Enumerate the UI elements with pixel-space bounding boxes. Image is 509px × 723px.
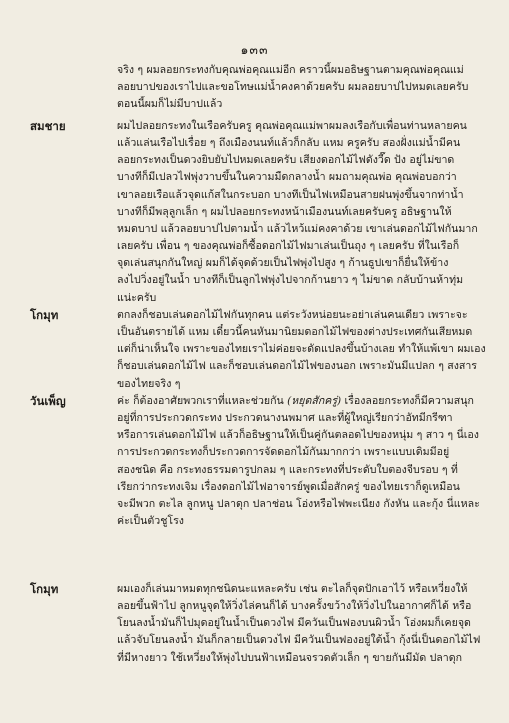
- text-line: โยนลงน้ำมันก็ไปมุดอยู่ในน้ำเป็นดวงไฟ มีควันเป็นฟองบนผิวน้ำ โอ่งผมก็เคยจุด: [117, 617, 471, 630]
- text-line: ลอยกระทงเป็นดวงยิบยับไปหมดเลยครับ เสียงดอกไม้ไฟดังวี๊ด ปัง อยู่ไม่ขาด: [117, 154, 455, 167]
- text-line: หรือการเล่นดอกไม้ไฟ แล้วก็อธิษฐานให้เป็นคู่กันตลอดไปของหนุ่ม ๆ สาว ๆ นี่เอง: [117, 429, 479, 442]
- text-line: ผมไปลอยกระทงในเรือครับครู คุณพ่อคุณแม่พาผมลงเรือกับเพื่อนท่านหลายคน: [117, 120, 467, 132]
- text-line: แน่ะครับ: [117, 291, 157, 304]
- text-line: ตกลงก็ชอบเล่นดอกไม้ไฟกันทุกคน แต่ระวังหน่อยนะอย่าเล่นคนเดียว เพราะจะ: [117, 309, 468, 321]
- text-line: แล้วแล่นเรือไปเรื่อย ๆ ถึงเมืองนนท์แล้วก็กลับ แหม ครูครับ สองฝั่งแม่น้ำมีคน: [117, 137, 461, 150]
- text-line: เรียกว่ากระทงเจิม เรื่องดอกไม้ไฟอาจารย์พูดเมื่อสักครู่ ของไทยเราก็ดูเหมือน: [117, 480, 460, 493]
- text-line: การประกวดกระทงก็ประกวดการจัดดอกไม้กันมากกว่า เพราะแบบเดิมมีอยู่: [117, 446, 450, 459]
- text-line: หมดบาป แล้วลอยบาปไปตามน้ำ แล้วไหว้แม่คงคาด้วย เขาเล่นดอกไม้ไฟกันมาก: [117, 222, 478, 235]
- text-line: ตอนนี้ผมก็ไม่มีบาปแล้ว: [117, 98, 223, 111]
- intro-paragraph: [117, 62, 495, 113]
- text-line: สองชนิด คือ กระทงธรรมดารูปกลม ๆ และกระทงที่ประดับใบตองจีบรอบ ๆ ที่: [117, 463, 458, 476]
- text-line: ผมเองก็เล่นมาหมดทุกชนิดนะแหละครับ เช่น ตะไลก็จุดปักเอาไว้ หรือเหวี่ยงให้: [117, 583, 468, 595]
- text-line: ลอยขึ้นฟ้าไป ลูกหนูจุดให้วิ่งไล่คนก็ได้ บางครั้งขว้างให้วิ่งไปในอากาศก็ได้ หรือ: [117, 600, 472, 613]
- speaker-name: โกมุท: [30, 308, 59, 322]
- dialogue-text: [117, 118, 495, 307]
- text-line: ค่ะ ก็ต้องอาศัยพวกเราที่แหละช่วยกัน (หยุดสักครู่) เรื่องลอยกระทงก็มีความสนุก: [117, 395, 474, 407]
- text-line: แต่ก็น่าเห็นใจ เพราะของไทยเราไม่ค่อยจะดัดแปลงขึ้นบ้างเลย ทำให้แพ้เขา ผมเอง: [117, 343, 486, 356]
- text-line: ลงไปวิ่งอยู่ในน้ำ บางทีก็เป็นลูกไฟพุ่งไปจากก้านยาว ๆ ไม่ขาด กลับบ้านห้าทุ่ม: [117, 274, 464, 287]
- text-line: บางทีก็มีเปลวไฟพุ่งวาบขึ้นในความมืดกลางน้ำ ผมถามคุณพ่อ คุณพ่อบอกว่า: [117, 171, 457, 184]
- italic-stage-direction: (หยุดสักครู่): [287, 395, 342, 407]
- speaker-name: โกมุท: [30, 582, 59, 596]
- speaker-name: สมชาย: [30, 119, 66, 133]
- text-line: ที่มีหางยาว ใช้เหวี่ยงให้พุ่งไปบนฟ้าเหมือนจรวดตัวเล็ก ๆ ขายกันมีมัด ปลาดุก: [117, 651, 463, 664]
- text-line: อยู่ที่การประกวดกระทง ประกวดนางนพมาศ และที่ผู้ใหญ่เรียกว่าอัทมีกรีฑา: [117, 412, 453, 425]
- text-line: ของไทยจริง ๆ: [117, 377, 181, 390]
- dialogue-text: [117, 581, 495, 667]
- text-line: จุดเล่นสนุกกันใหญ่ ผมก็ได้จุดด้วยเป็นไฟพุ่งไปสูง ๆ ก้านธูปเขาก็ยื่นให้ข้าง: [117, 257, 449, 270]
- text-line: จะมีพวก ตะไล ลูกหนู ปลาดุก ปลาช่อน โอ่งหรือไฟพะเนียง กังหัน และกุ้ง นี่แหละ: [117, 497, 480, 510]
- dialogue-text: [117, 393, 495, 530]
- text-line: ก็ชอบเล่นดอกไม้ไฟ และก็ชอบเล่นดอกไม้ไฟของนอก เพราะมันมีแปลก ๆ สงสาร: [117, 360, 477, 373]
- text-line: บางทีก็มีพลุลูกเล็ก ๆ ผมไปลอยกระทงหน้าเมืองนนท์เลยครับครู อธิษฐานให้: [117, 205, 452, 218]
- text-line: เขาลอยเรือแล้วจุดแก้สในกระบอก บางทีเป็นไฟเหมือนสายฝนพุ่งขึ้นจากท่าน้ำ: [117, 188, 464, 201]
- page-number: ๑๓๓: [240, 42, 269, 57]
- text-line: เลยครับ เพื่อน ๆ ของคุณพ่อก็ซื้อดอกไม้ไฟมาเล่นเป็นถุง ๆ เลยครับ ที่ในเรือก็: [117, 240, 460, 253]
- text-line: ค่ะเป็นตัวชูโรง: [117, 515, 184, 528]
- text-line: เป็นอันตรายได้ แหม เดี๋ยวนี้คนหันมานิยมดอกไม้ไฟของต่างประเทศกันเสียหมด: [117, 326, 473, 339]
- text-line: แล้วจับโยนลงน้ำ มันก็กลายเป็นดวงไฟ มีควันเป็นฟองอยู่ใต้น้ำ กุ้งนี่เป็นดอกไม้ไฟ: [117, 634, 481, 647]
- text-line: ลอยบาปของเราไปและขอโทษแม่น้ำคงคาด้วยครับ ผมลอยบาปไปหมดเลยครับ: [117, 81, 469, 94]
- dialogue-text: [117, 307, 495, 393]
- text-line: จริง ๆ ผมลอยกระทงกับคุณพ่อคุณแม่อีก คราวนี้ผมอธิษฐานตามคุณพ่อคุณแม่: [117, 64, 464, 76]
- speaker-name: วันเพ็ญ: [30, 394, 66, 408]
